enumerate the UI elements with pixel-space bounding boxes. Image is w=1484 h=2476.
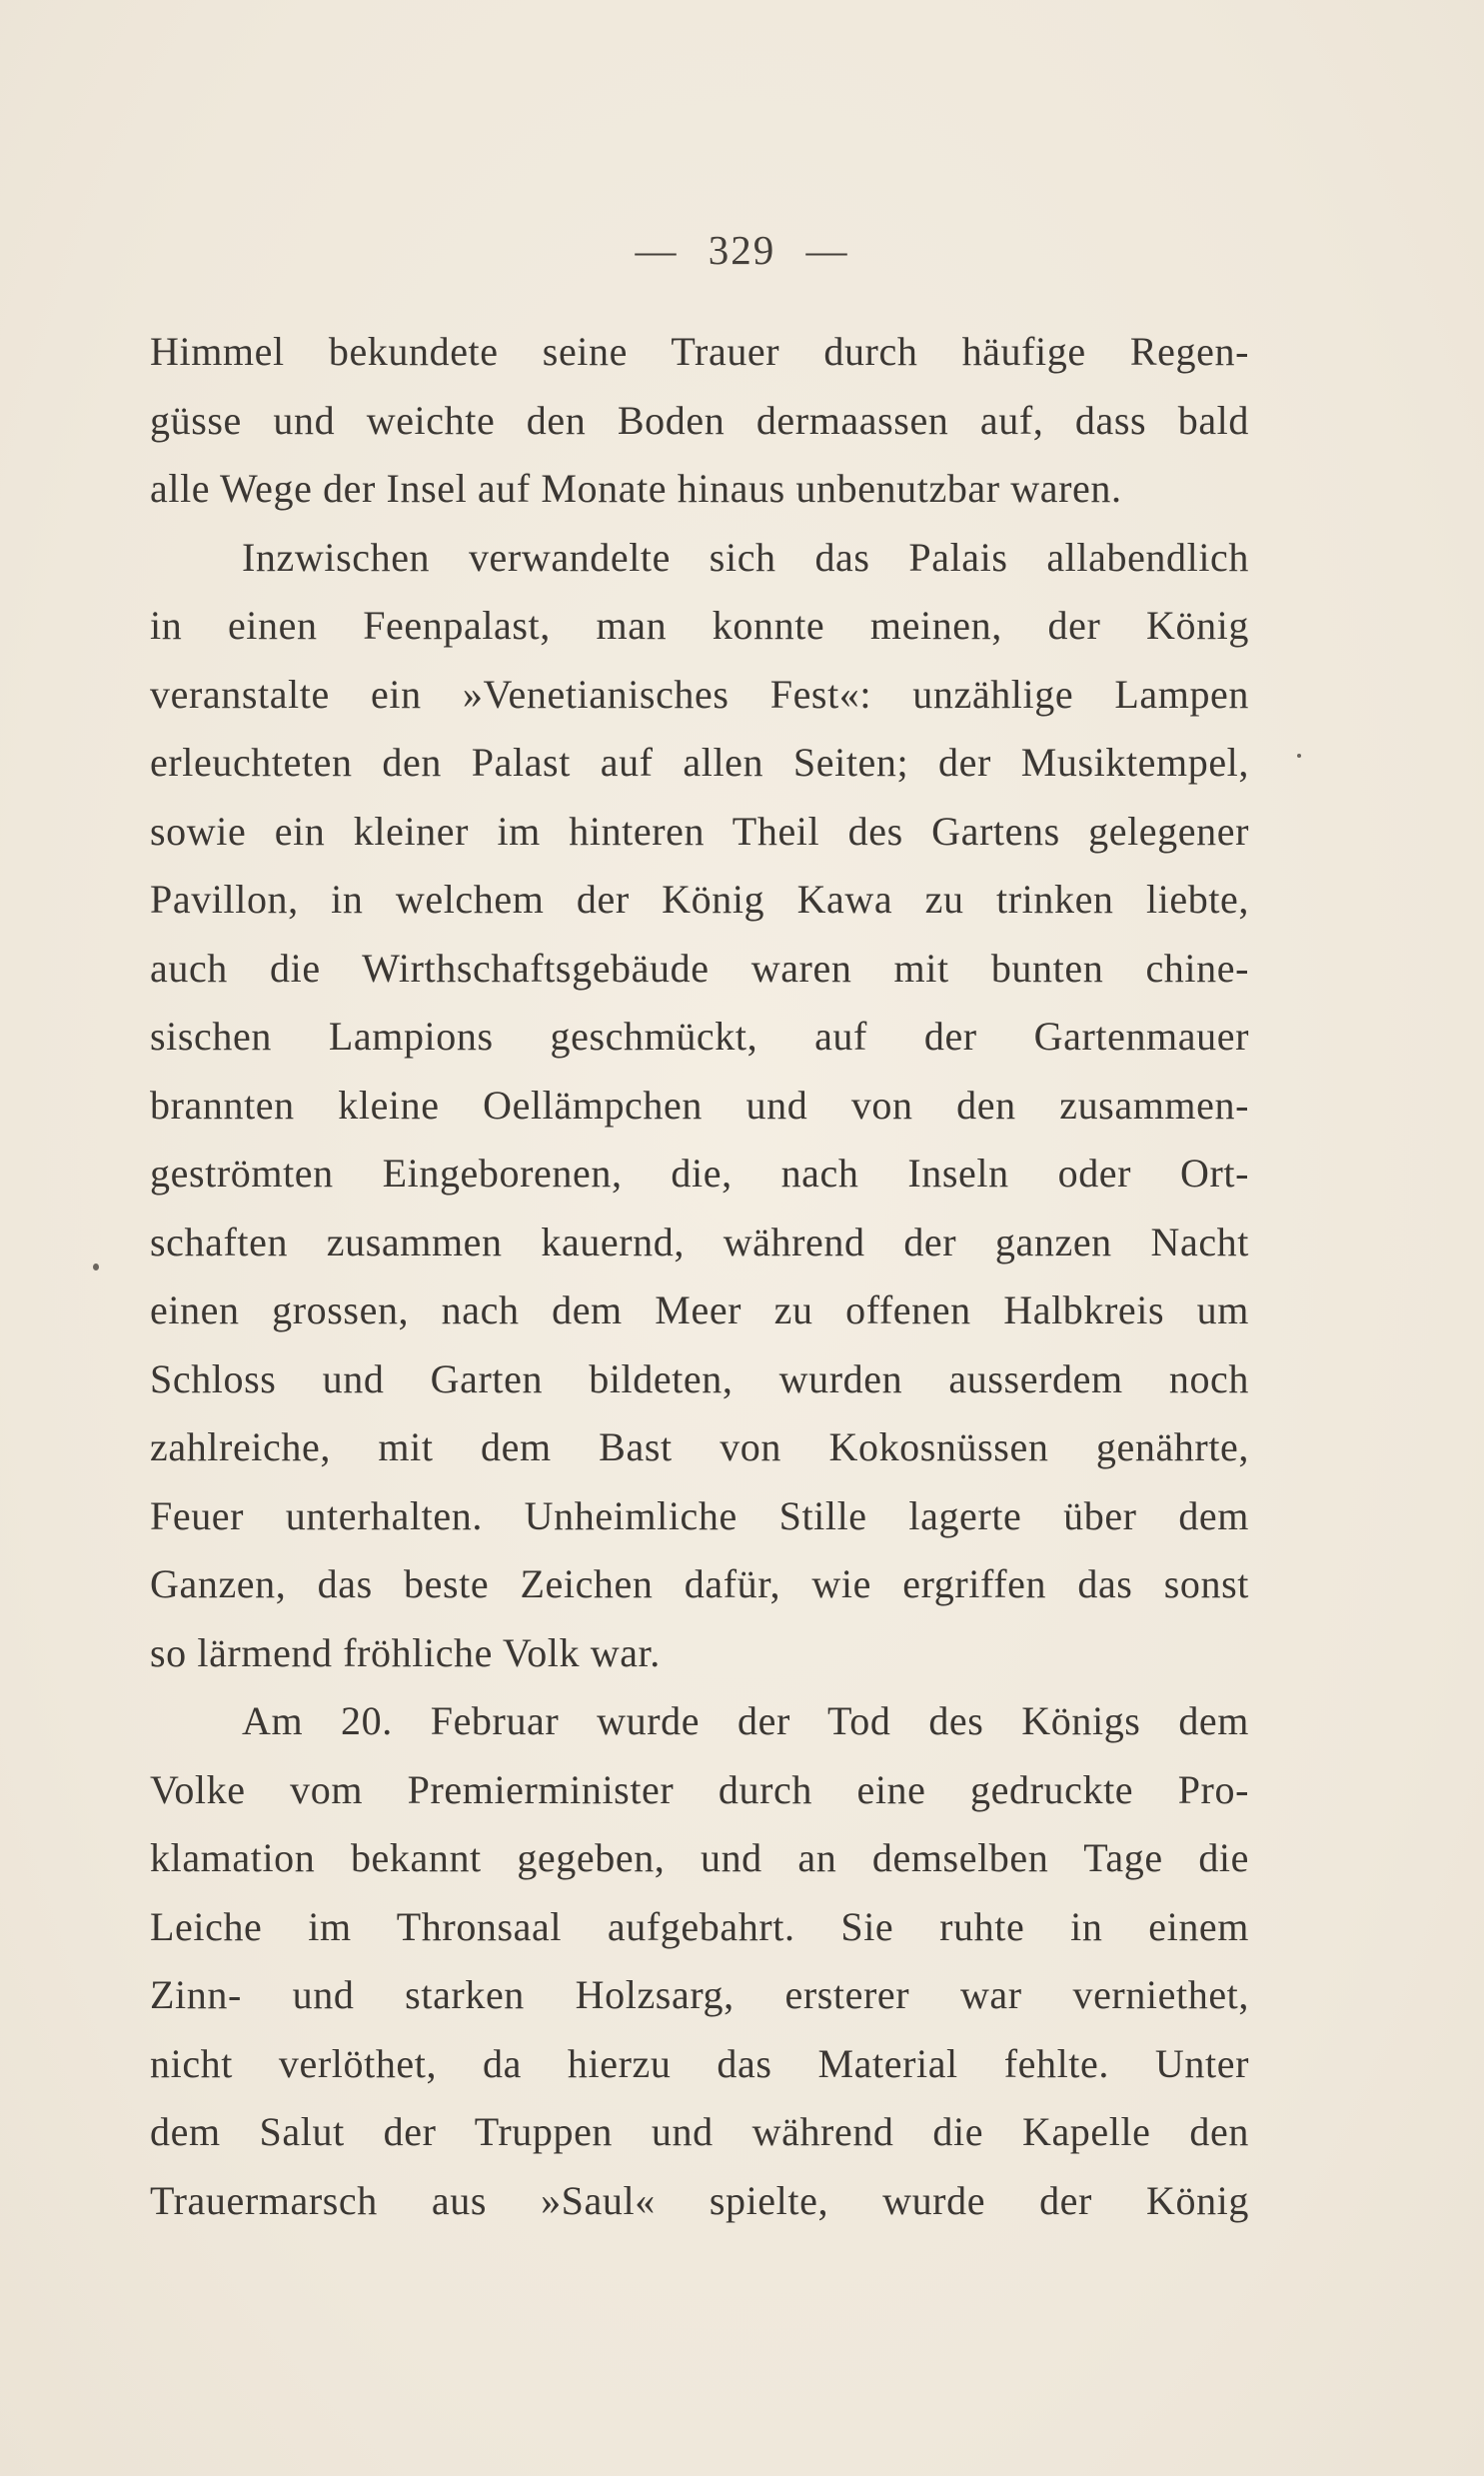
text-line: zahlreiche, mit dem Bast von Kokosnüssen genährte,: [150, 1424, 1249, 1469]
paragraph: [150, 524, 1249, 1688]
text-line: alle Wege der Insel auf Monate hinaus unbenutzbar waren.: [150, 466, 1122, 511]
text-line: so lärmend fröhliche Volk war.: [150, 1629, 661, 1675]
text-line: dem Salut der Truppen und während die Kapelle den: [150, 2109, 1249, 2154]
text-line: nicht verlöthet, da hierzu das Material fehlte. Unter: [150, 2040, 1249, 2086]
text-line: Zinn- und starken Holzsarg, ersterer war verniethet,: [150, 1972, 1249, 2017]
text-line: güsse und weichte den Boden dermaassen auf, dass bald: [150, 397, 1249, 443]
text-line: Ganzen, das beste Zeichen dafür, wie ergriffen das sonst: [150, 1561, 1249, 1606]
text-line: geströmten Eingeborenen, die, nach Inseln oder Ort-: [150, 1151, 1249, 1196]
text-line: veranstalte ein »Venetianisches Fest«: unzählige Lampen: [150, 671, 1249, 717]
text-line: Volke vom Premierminister durch eine gedruckte Pro-: [150, 1766, 1249, 1812]
body-text: [150, 318, 1249, 2235]
paragraph: [150, 1687, 1249, 2235]
text-line: schaften zusammen kauernd, während der ganzen Nacht: [150, 1219, 1249, 1264]
print-speck: [1297, 754, 1301, 758]
text-line: Leiche im Thronsaal aufgebahrt. Sie ruhte in einem: [150, 1903, 1249, 1949]
text-line: Trauermarsch aus »Saul« spielte, wurde der König: [150, 2177, 1249, 2223]
text-line: Inzwischen verwandelte sich das Palais allabendlich: [242, 534, 1249, 580]
text-line: Feuer unterhalten. Unheimliche Stille lagerte über dem: [150, 1492, 1249, 1538]
text-line: Schloss und Garten bildeten, wurden ausserdem noch: [150, 1355, 1249, 1401]
text-line: klamation bekannt gegeben, und an demselben Tage die: [150, 1835, 1249, 1880]
paragraph: [150, 318, 1249, 524]
text-line: in einen Feenpalast, man konnte meinen, der König: [150, 603, 1249, 648]
page-number: — 329 —: [635, 227, 849, 273]
text-line: auch die Wirthschaftsgebäude waren mit bunten chine-: [150, 945, 1249, 991]
text-line: erleuchteten den Palast auf allen Seiten; der Musiktempel,: [150, 740, 1249, 785]
print-speck: [93, 1263, 99, 1270]
text-line: Am 20. Februar wurde der Tod des Königs dem: [242, 1698, 1249, 1743]
text-line: sowie ein kleiner im hinteren Theil des Gartens gelegener: [150, 808, 1249, 854]
text-line: sischen Lampions geschmückt, auf der Gartenmauer: [150, 1014, 1249, 1059]
text-line: brannten kleine Oellämpchen und von den zusammen-: [150, 1082, 1249, 1128]
text-line: Pavillon, in welchem der König Kawa zu trinken liebte,: [150, 877, 1249, 922]
text-line: Himmel bekundete seine Trauer durch häufige Regen-: [150, 329, 1249, 374]
text-line: einen grossen, nach dem Meer zu offenen Halbkreis um: [150, 1287, 1249, 1332]
